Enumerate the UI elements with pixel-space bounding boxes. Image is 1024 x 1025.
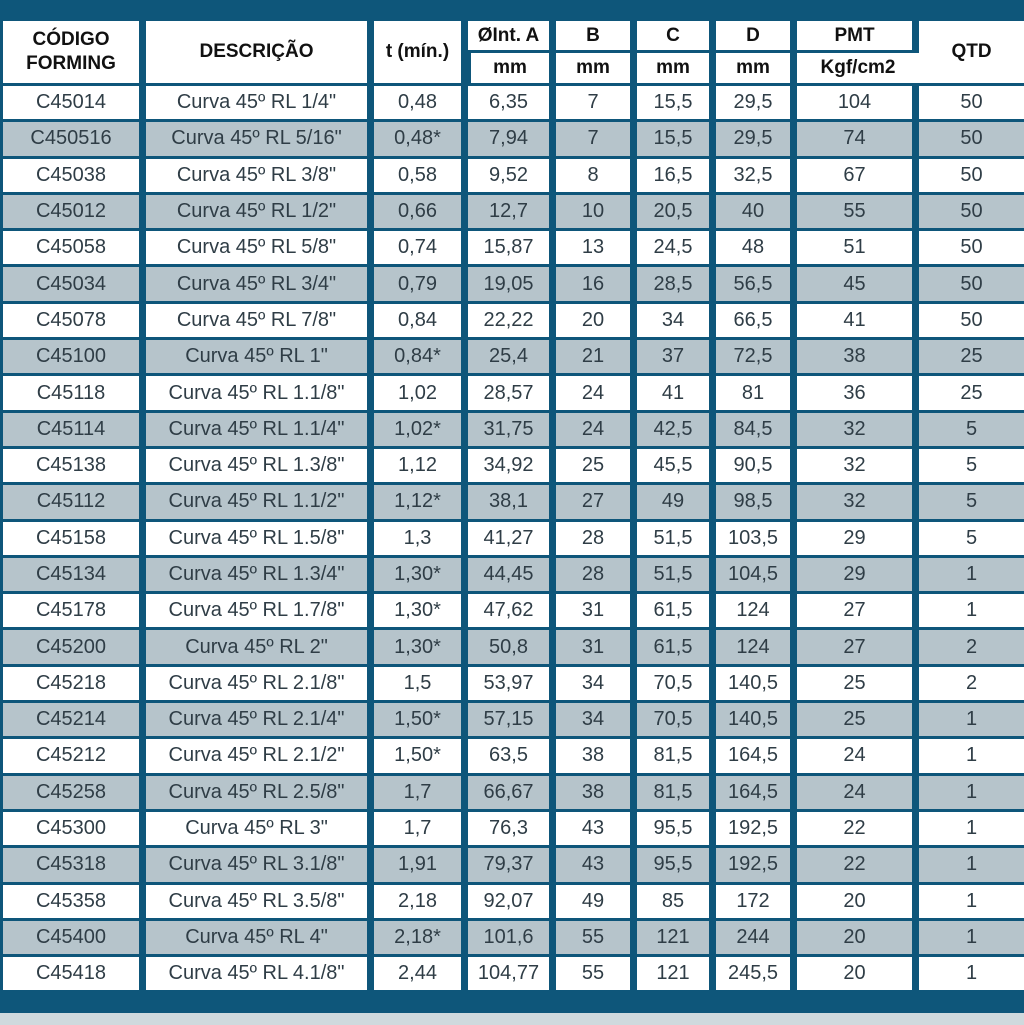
- cell-pmt: 27: [797, 630, 919, 666]
- cell-qtd: 1: [919, 957, 1024, 993]
- cell-t-min: 1,3: [374, 522, 468, 558]
- header-codigo-line1: CÓDIGO: [32, 29, 110, 51]
- cell-c: 81,5: [637, 739, 716, 775]
- cell-oint-a: 50,8: [468, 630, 556, 666]
- cell-t-min: 1,02: [374, 376, 468, 412]
- cell-oint-a: 47,62: [468, 594, 556, 630]
- cell-d: 81: [716, 376, 797, 412]
- cell-c: 95,5: [637, 812, 716, 848]
- cell-pmt: 51: [797, 231, 919, 267]
- cell-c: 51,5: [637, 522, 716, 558]
- cell-t-min: 2,44: [374, 957, 468, 993]
- table-header: [0, 21, 1024, 86]
- cell-c: 51,5: [637, 558, 716, 594]
- cell-t-min: 1,30*: [374, 558, 468, 594]
- cell-codigo: C45200: [0, 630, 146, 666]
- cell-t-min: 0,48*: [374, 122, 468, 158]
- table-row: [0, 594, 1024, 630]
- cell-pmt: 20: [797, 885, 919, 921]
- header-codigo-line2: FORMING: [26, 53, 116, 74]
- cell-qtd: 1: [919, 739, 1024, 775]
- cell-codigo: C45212: [0, 739, 146, 775]
- cell-qtd: 2: [919, 630, 1024, 666]
- cell-d: 192,5: [716, 848, 797, 884]
- cell-t-min: 0,84: [374, 304, 468, 340]
- table-row: [0, 522, 1024, 558]
- table-row: [0, 340, 1024, 376]
- cell-codigo: C45134: [0, 558, 146, 594]
- cell-qtd: 5: [919, 522, 1024, 558]
- cell-codigo: C45038: [0, 159, 146, 195]
- cell-pmt: 20: [797, 957, 919, 993]
- cell-c: 24,5: [637, 231, 716, 267]
- cell-codigo: C45318: [0, 848, 146, 884]
- cell-d: 84,5: [716, 413, 797, 449]
- cell-pmt: 67: [797, 159, 919, 195]
- cell-descricao: Curva 45º RL 1.3/4": [146, 558, 374, 594]
- table-row: [0, 267, 1024, 303]
- cell-d: 124: [716, 594, 797, 630]
- cell-qtd: 1: [919, 594, 1024, 630]
- cell-b: 10: [556, 195, 637, 231]
- cell-pmt: 32: [797, 485, 919, 521]
- cell-pmt: 29: [797, 522, 919, 558]
- cell-b: 27: [556, 485, 637, 521]
- cell-c: 121: [637, 957, 716, 993]
- cell-c: 16,5: [637, 159, 716, 195]
- cell-c: 49: [637, 485, 716, 521]
- cell-codigo: C45012: [0, 195, 146, 231]
- cell-pmt: 20: [797, 921, 919, 957]
- header-t-min: t (mín.): [374, 21, 468, 86]
- cell-b: 43: [556, 812, 637, 848]
- cell-c: 81,5: [637, 776, 716, 812]
- cell-b: 38: [556, 776, 637, 812]
- cell-pmt: 22: [797, 812, 919, 848]
- cell-c: 95,5: [637, 848, 716, 884]
- cell-pmt: 41: [797, 304, 919, 340]
- cell-t-min: 2,18: [374, 885, 468, 921]
- cell-codigo: C45034: [0, 267, 146, 303]
- cell-b: 49: [556, 885, 637, 921]
- cell-d: 90,5: [716, 449, 797, 485]
- spec-table: [0, 21, 1024, 993]
- cell-oint-a: 34,92: [468, 449, 556, 485]
- cell-descricao: Curva 45º RL 5/8": [146, 231, 374, 267]
- cell-d: 29,5: [716, 86, 797, 122]
- cell-b: 55: [556, 921, 637, 957]
- cell-c: 41: [637, 376, 716, 412]
- cell-qtd: 1: [919, 703, 1024, 739]
- cell-codigo: C45258: [0, 776, 146, 812]
- cell-t-min: 2,18*: [374, 921, 468, 957]
- cell-pmt: 32: [797, 413, 919, 449]
- cell-descricao: Curva 45º RL 5/16": [146, 122, 374, 158]
- cell-codigo: C45112: [0, 485, 146, 521]
- cell-d: 104,5: [716, 558, 797, 594]
- top-border-bar: [0, 0, 1024, 21]
- cell-t-min: 1,7: [374, 812, 468, 848]
- cell-qtd: 1: [919, 812, 1024, 848]
- table-row: [0, 86, 1024, 122]
- cell-b: 7: [556, 122, 637, 158]
- cell-pmt: 55: [797, 195, 919, 231]
- cell-pmt: 104: [797, 86, 919, 122]
- cell-descricao: Curva 45º RL 1": [146, 340, 374, 376]
- cell-d: 244: [716, 921, 797, 957]
- cell-c: 61,5: [637, 594, 716, 630]
- cell-oint-a: 41,27: [468, 522, 556, 558]
- cell-c: 121: [637, 921, 716, 957]
- cell-codigo: C45118: [0, 376, 146, 412]
- cell-descricao: Curva 45º RL 2.1/2": [146, 739, 374, 775]
- cell-b: 24: [556, 376, 637, 412]
- table-row: [0, 413, 1024, 449]
- cell-qtd: 50: [919, 159, 1024, 195]
- cell-codigo: C45418: [0, 957, 146, 993]
- cell-qtd: 50: [919, 122, 1024, 158]
- cell-qtd: 50: [919, 86, 1024, 122]
- table-row: [0, 957, 1024, 993]
- cell-descricao: Curva 45º RL 7/8": [146, 304, 374, 340]
- cell-d: 32,5: [716, 159, 797, 195]
- cell-d: 124: [716, 630, 797, 666]
- cell-codigo: C45214: [0, 703, 146, 739]
- table-row: [0, 630, 1024, 666]
- cell-oint-a: 44,45: [468, 558, 556, 594]
- cell-pmt: 25: [797, 667, 919, 703]
- cell-d: 103,5: [716, 522, 797, 558]
- cell-codigo: C45300: [0, 812, 146, 848]
- cell-descricao: Curva 45º RL 1.1/4": [146, 413, 374, 449]
- cell-t-min: 1,02*: [374, 413, 468, 449]
- cell-b: 7: [556, 86, 637, 122]
- cell-qtd: 50: [919, 195, 1024, 231]
- table-row: [0, 449, 1024, 485]
- cell-c: 70,5: [637, 667, 716, 703]
- cell-descricao: Curva 45º RL 3.1/8": [146, 848, 374, 884]
- cell-codigo: C45100: [0, 340, 146, 376]
- cell-oint-a: 92,07: [468, 885, 556, 921]
- cell-t-min: 1,12: [374, 449, 468, 485]
- cell-codigo: C45158: [0, 522, 146, 558]
- header-descricao: DESCRIÇÃO: [146, 21, 374, 86]
- cell-b: 38: [556, 739, 637, 775]
- header-qtd: QTD: [919, 21, 1024, 86]
- cell-d: 29,5: [716, 122, 797, 158]
- header-c: C: [637, 21, 716, 53]
- cell-qtd: 1: [919, 558, 1024, 594]
- cell-qtd: 2: [919, 667, 1024, 703]
- cell-oint-a: 101,6: [468, 921, 556, 957]
- cell-d: 245,5: [716, 957, 797, 993]
- cell-b: 28: [556, 558, 637, 594]
- cell-pmt: 29: [797, 558, 919, 594]
- cell-qtd: 1: [919, 921, 1024, 957]
- cell-qtd: 25: [919, 376, 1024, 412]
- cell-oint-a: 104,77: [468, 957, 556, 993]
- cell-descricao: Curva 45º RL 1.1/2": [146, 485, 374, 521]
- cell-t-min: 1,30*: [374, 594, 468, 630]
- cell-descricao: Curva 45º RL 1.5/8": [146, 522, 374, 558]
- cell-descricao: Curva 45º RL 1.1/8": [146, 376, 374, 412]
- cell-t-min: 1,50*: [374, 703, 468, 739]
- cell-codigo: C45014: [0, 86, 146, 122]
- cell-oint-a: 15,87: [468, 231, 556, 267]
- cell-c: 15,5: [637, 122, 716, 158]
- cell-t-min: 1,5: [374, 667, 468, 703]
- cell-d: 56,5: [716, 267, 797, 303]
- cell-qtd: 25: [919, 340, 1024, 376]
- cell-oint-a: 19,05: [468, 267, 556, 303]
- cell-oint-a: 66,67: [468, 776, 556, 812]
- cell-codigo: C45114: [0, 413, 146, 449]
- table-row: [0, 159, 1024, 195]
- cell-b: 34: [556, 667, 637, 703]
- table-row: [0, 231, 1024, 267]
- cell-oint-a: 28,57: [468, 376, 556, 412]
- cell-qtd: 50: [919, 267, 1024, 303]
- header-d: D: [716, 21, 797, 53]
- cell-oint-a: 9,52: [468, 159, 556, 195]
- table-row: [0, 776, 1024, 812]
- bottom-light-strip: [0, 1013, 1024, 1025]
- cell-c: 61,5: [637, 630, 716, 666]
- table-row: [0, 885, 1024, 921]
- cell-b: 31: [556, 594, 637, 630]
- cell-pmt: 45: [797, 267, 919, 303]
- cell-pmt: 74: [797, 122, 919, 158]
- cell-c: 28,5: [637, 267, 716, 303]
- cell-c: 70,5: [637, 703, 716, 739]
- cell-c: 34: [637, 304, 716, 340]
- cell-descricao: Curva 45º RL 2": [146, 630, 374, 666]
- cell-qtd: 1: [919, 776, 1024, 812]
- cell-descricao: Curva 45º RL 4": [146, 921, 374, 957]
- cell-descricao: Curva 45º RL 2.1/8": [146, 667, 374, 703]
- cell-t-min: 1,91: [374, 848, 468, 884]
- cell-d: 48: [716, 231, 797, 267]
- cell-descricao: Curva 45º RL 4.1/8": [146, 957, 374, 993]
- cell-b: 55: [556, 957, 637, 993]
- cell-c: 45,5: [637, 449, 716, 485]
- cell-descricao: Curva 45º RL 3": [146, 812, 374, 848]
- cell-oint-a: 53,97: [468, 667, 556, 703]
- cell-descricao: Curva 45º RL 1/4": [146, 86, 374, 122]
- cell-c: 42,5: [637, 413, 716, 449]
- cell-t-min: 0,48: [374, 86, 468, 122]
- cell-b: 43: [556, 848, 637, 884]
- cell-d: 66,5: [716, 304, 797, 340]
- cell-d: 72,5: [716, 340, 797, 376]
- cell-qtd: 5: [919, 485, 1024, 521]
- table-row: [0, 921, 1024, 957]
- cell-b: 24: [556, 413, 637, 449]
- cell-b: 28: [556, 522, 637, 558]
- cell-d: 164,5: [716, 776, 797, 812]
- table-row: [0, 376, 1024, 412]
- table-row: [0, 848, 1024, 884]
- header-pmt: PMT: [797, 21, 919, 53]
- table-row: [0, 739, 1024, 775]
- cell-pmt: 32: [797, 449, 919, 485]
- cell-t-min: 1,30*: [374, 630, 468, 666]
- cell-d: 140,5: [716, 667, 797, 703]
- cell-pmt: 38: [797, 340, 919, 376]
- cell-descricao: Curva 45º RL 1.3/8": [146, 449, 374, 485]
- table-row: [0, 558, 1024, 594]
- cell-b: 25: [556, 449, 637, 485]
- cell-d: 192,5: [716, 812, 797, 848]
- table-row: [0, 304, 1024, 340]
- cell-t-min: 1,12*: [374, 485, 468, 521]
- cell-codigo: C45218: [0, 667, 146, 703]
- cell-codigo: C45178: [0, 594, 146, 630]
- header-oint-a: ØInt. A: [468, 21, 556, 53]
- cell-qtd: 1: [919, 885, 1024, 921]
- cell-pmt: 24: [797, 739, 919, 775]
- table-body: [0, 86, 1024, 993]
- cell-d: 98,5: [716, 485, 797, 521]
- cell-c: 15,5: [637, 86, 716, 122]
- cell-pmt: 24: [797, 776, 919, 812]
- cell-qtd: 1: [919, 848, 1024, 884]
- cell-codigo: C45058: [0, 231, 146, 267]
- cell-codigo: C45138: [0, 449, 146, 485]
- cell-t-min: 0,58: [374, 159, 468, 195]
- cell-qtd: 50: [919, 304, 1024, 340]
- cell-c: 85: [637, 885, 716, 921]
- table-row: [0, 812, 1024, 848]
- cell-c: 20,5: [637, 195, 716, 231]
- cell-descricao: Curva 45º RL 1.7/8": [146, 594, 374, 630]
- cell-oint-a: 63,5: [468, 739, 556, 775]
- table-row: [0, 122, 1024, 158]
- header-b: B: [556, 21, 637, 53]
- cell-pmt: 36: [797, 376, 919, 412]
- header-pmt-unit: Kgf/cm2: [797, 53, 919, 86]
- cell-t-min: 0,74: [374, 231, 468, 267]
- cell-descricao: Curva 45º RL 3/8": [146, 159, 374, 195]
- header-codigo-forming: [0, 21, 146, 86]
- header-d-unit: mm: [716, 53, 797, 86]
- cell-pmt: 27: [797, 594, 919, 630]
- cell-d: 140,5: [716, 703, 797, 739]
- table-row: [0, 485, 1024, 521]
- cell-oint-a: 76,3: [468, 812, 556, 848]
- cell-descricao: Curva 45º RL 2.5/8": [146, 776, 374, 812]
- cell-t-min: 0,66: [374, 195, 468, 231]
- cell-b: 8: [556, 159, 637, 195]
- cell-oint-a: 7,94: [468, 122, 556, 158]
- cell-oint-a: 79,37: [468, 848, 556, 884]
- cell-oint-a: 22,22: [468, 304, 556, 340]
- cell-c: 37: [637, 340, 716, 376]
- cell-qtd: 50: [919, 231, 1024, 267]
- cell-t-min: 0,79: [374, 267, 468, 303]
- header-oint-a-unit: mm: [468, 53, 556, 86]
- cell-qtd: 5: [919, 449, 1024, 485]
- cell-oint-a: 6,35: [468, 86, 556, 122]
- cell-t-min: 1,50*: [374, 739, 468, 775]
- table-row: [0, 195, 1024, 231]
- cell-pmt: 22: [797, 848, 919, 884]
- cell-qtd: 5: [919, 413, 1024, 449]
- cell-descricao: Curva 45º RL 2.1/4": [146, 703, 374, 739]
- header-b-unit: mm: [556, 53, 637, 86]
- cell-codigo: C450516: [0, 122, 146, 158]
- cell-t-min: 0,84*: [374, 340, 468, 376]
- cell-oint-a: 25,4: [468, 340, 556, 376]
- header-c-unit: mm: [637, 53, 716, 86]
- cell-pmt: 25: [797, 703, 919, 739]
- cell-descricao: Curva 45º RL 3/4": [146, 267, 374, 303]
- cell-oint-a: 38,1: [468, 485, 556, 521]
- cell-descricao: Curva 45º RL 3.5/8": [146, 885, 374, 921]
- table-row: [0, 703, 1024, 739]
- cell-b: 31: [556, 630, 637, 666]
- cell-oint-a: 57,15: [468, 703, 556, 739]
- cell-codigo: C45358: [0, 885, 146, 921]
- cell-oint-a: 12,7: [468, 195, 556, 231]
- cell-b: 20: [556, 304, 637, 340]
- cell-d: 172: [716, 885, 797, 921]
- cell-d: 40: [716, 195, 797, 231]
- cell-codigo: C45078: [0, 304, 146, 340]
- cell-oint-a: 31,75: [468, 413, 556, 449]
- bottom-border-bar: [0, 993, 1024, 1013]
- cell-d: 164,5: [716, 739, 797, 775]
- cell-b: 16: [556, 267, 637, 303]
- cell-b: 21: [556, 340, 637, 376]
- table-row: [0, 667, 1024, 703]
- cell-b: 13: [556, 231, 637, 267]
- cell-t-min: 1,7: [374, 776, 468, 812]
- cell-b: 34: [556, 703, 637, 739]
- cell-codigo: C45400: [0, 921, 146, 957]
- cell-descricao: Curva 45º RL 1/2": [146, 195, 374, 231]
